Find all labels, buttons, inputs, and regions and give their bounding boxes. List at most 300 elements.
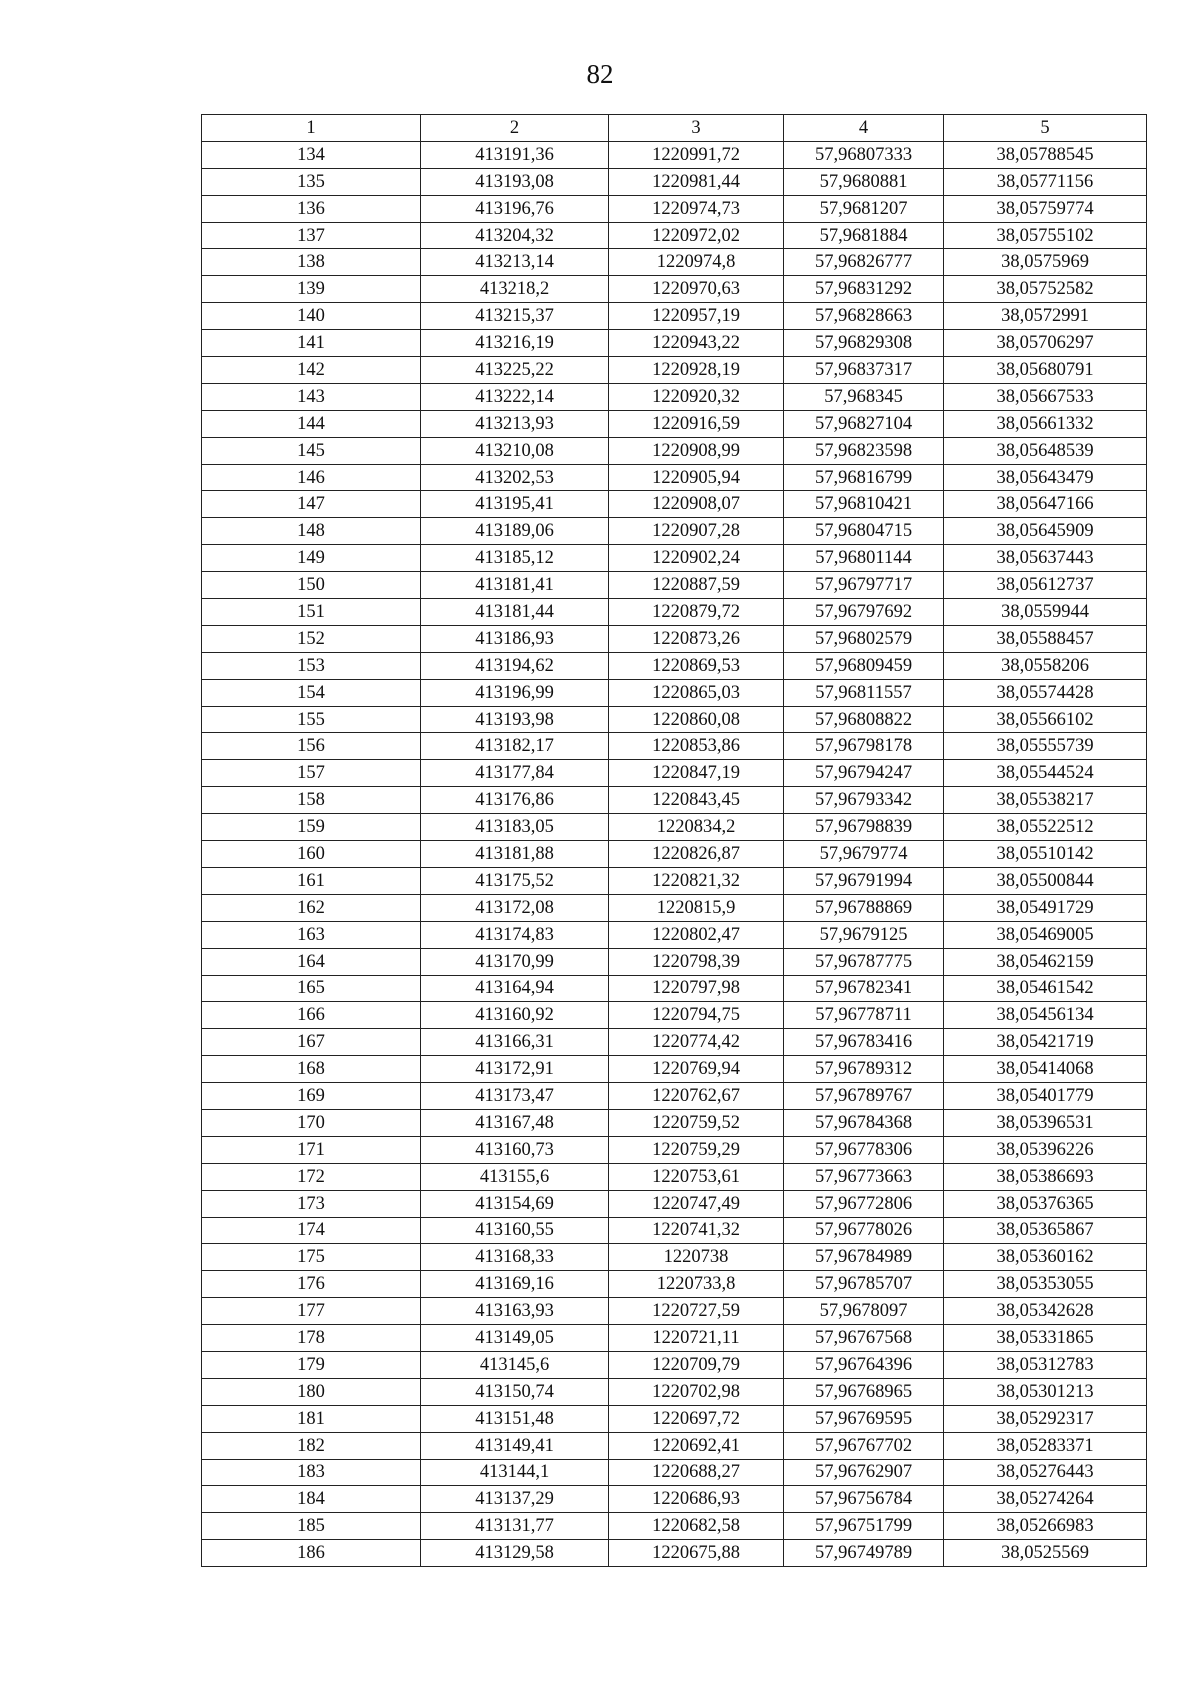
x-coordinate-cell: 413176,86	[421, 787, 609, 814]
table-row	[202, 1083, 1147, 1110]
latitude-cell: 57,96789767	[784, 1083, 944, 1110]
point-number-cell: 145	[202, 437, 421, 464]
longitude-cell: 38,05353055	[944, 1271, 1147, 1298]
point-number-cell: 181	[202, 1405, 421, 1432]
longitude-cell: 38,05555739	[944, 733, 1147, 760]
table-row	[202, 867, 1147, 894]
y-coordinate-cell: 1220928,19	[609, 357, 784, 384]
longitude-cell: 38,0575969	[944, 249, 1147, 276]
point-number-cell: 185	[202, 1513, 421, 1540]
point-number-cell: 174	[202, 1217, 421, 1244]
table-row	[202, 921, 1147, 948]
y-coordinate-cell: 1220702,98	[609, 1378, 784, 1405]
y-coordinate-cell: 1220873,26	[609, 625, 784, 652]
header-cell: 5	[944, 115, 1147, 142]
longitude-cell: 38,05544524	[944, 760, 1147, 787]
point-number-cell: 152	[202, 625, 421, 652]
y-coordinate-cell: 1220908,07	[609, 491, 784, 518]
y-coordinate-cell: 1220692,41	[609, 1432, 784, 1459]
table-row	[202, 706, 1147, 733]
longitude-cell: 38,05759774	[944, 195, 1147, 222]
point-number-cell: 159	[202, 814, 421, 841]
header-cell: 1	[202, 115, 421, 142]
point-number-cell: 137	[202, 222, 421, 249]
latitude-cell: 57,9679774	[784, 841, 944, 868]
x-coordinate-cell: 413213,93	[421, 410, 609, 437]
x-coordinate-cell: 413202,53	[421, 464, 609, 491]
header-cell: 2	[421, 115, 609, 142]
longitude-cell: 38,05376365	[944, 1190, 1147, 1217]
table-row	[202, 410, 1147, 437]
x-coordinate-cell: 413137,29	[421, 1486, 609, 1513]
x-coordinate-cell: 413193,08	[421, 168, 609, 195]
longitude-cell: 38,05500844	[944, 867, 1147, 894]
latitude-cell: 57,96778711	[784, 1002, 944, 1029]
latitude-cell: 57,96768965	[784, 1378, 944, 1405]
y-coordinate-cell: 1220826,87	[609, 841, 784, 868]
point-number-cell: 148	[202, 518, 421, 545]
x-coordinate-cell: 413194,62	[421, 652, 609, 679]
x-coordinate-cell: 413186,93	[421, 625, 609, 652]
point-number-cell: 177	[202, 1298, 421, 1325]
x-coordinate-cell: 413151,48	[421, 1405, 609, 1432]
latitude-cell: 57,96807333	[784, 141, 944, 168]
latitude-cell: 57,96749789	[784, 1540, 944, 1567]
latitude-cell: 57,96778026	[784, 1217, 944, 1244]
table-row	[202, 1405, 1147, 1432]
table-row	[202, 1486, 1147, 1513]
y-coordinate-cell: 1220974,73	[609, 195, 784, 222]
longitude-cell: 38,05365867	[944, 1217, 1147, 1244]
point-number-cell: 162	[202, 894, 421, 921]
x-coordinate-cell: 413170,99	[421, 948, 609, 975]
y-coordinate-cell: 1220860,08	[609, 706, 784, 733]
point-number-cell: 157	[202, 760, 421, 787]
point-number-cell: 142	[202, 357, 421, 384]
x-coordinate-cell: 413166,31	[421, 1029, 609, 1056]
y-coordinate-cell: 1220727,59	[609, 1298, 784, 1325]
table-row	[202, 357, 1147, 384]
longitude-cell: 38,0559944	[944, 599, 1147, 626]
x-coordinate-cell: 413150,74	[421, 1378, 609, 1405]
longitude-cell: 38,05276443	[944, 1459, 1147, 1486]
longitude-cell: 38,05588457	[944, 625, 1147, 652]
table-row	[202, 1540, 1147, 1567]
point-number-cell: 153	[202, 652, 421, 679]
longitude-cell: 38,05566102	[944, 706, 1147, 733]
header-cell: 4	[784, 115, 944, 142]
x-coordinate-cell: 413195,41	[421, 491, 609, 518]
table-row	[202, 1109, 1147, 1136]
x-coordinate-cell: 413181,44	[421, 599, 609, 626]
longitude-cell: 38,05414068	[944, 1056, 1147, 1083]
longitude-cell: 38,05667533	[944, 383, 1147, 410]
point-number-cell: 135	[202, 168, 421, 195]
table-row	[202, 249, 1147, 276]
longitude-cell: 38,0525569	[944, 1540, 1147, 1567]
latitude-cell: 57,96810421	[784, 491, 944, 518]
y-coordinate-cell: 1220943,22	[609, 330, 784, 357]
x-coordinate-cell: 413215,37	[421, 303, 609, 330]
x-coordinate-cell: 413189,06	[421, 518, 609, 545]
x-coordinate-cell: 413222,14	[421, 383, 609, 410]
point-number-cell: 184	[202, 1486, 421, 1513]
y-coordinate-cell: 1220853,86	[609, 733, 784, 760]
latitude-cell: 57,96826777	[784, 249, 944, 276]
y-coordinate-cell: 1220675,88	[609, 1540, 784, 1567]
y-coordinate-cell: 1220970,63	[609, 276, 784, 303]
table-row	[202, 195, 1147, 222]
x-coordinate-cell: 413181,88	[421, 841, 609, 868]
y-coordinate-cell: 1220774,42	[609, 1029, 784, 1056]
latitude-cell: 57,96816799	[784, 464, 944, 491]
x-coordinate-cell: 413160,92	[421, 1002, 609, 1029]
latitude-cell: 57,96788869	[784, 894, 944, 921]
y-coordinate-cell: 1220902,24	[609, 545, 784, 572]
longitude-cell: 38,05421719	[944, 1029, 1147, 1056]
point-number-cell: 176	[202, 1271, 421, 1298]
point-number-cell: 170	[202, 1109, 421, 1136]
y-coordinate-cell: 1220753,61	[609, 1163, 784, 1190]
x-coordinate-cell: 413216,19	[421, 330, 609, 357]
latitude-cell: 57,96809459	[784, 652, 944, 679]
longitude-cell: 38,05266983	[944, 1513, 1147, 1540]
longitude-cell: 38,05360162	[944, 1244, 1147, 1271]
longitude-cell: 38,0572991	[944, 303, 1147, 330]
x-coordinate-cell: 413172,08	[421, 894, 609, 921]
x-coordinate-cell: 413154,69	[421, 1190, 609, 1217]
table-row	[202, 1432, 1147, 1459]
y-coordinate-cell: 1220834,2	[609, 814, 784, 841]
y-coordinate-cell: 1220821,32	[609, 867, 784, 894]
table-row	[202, 1325, 1147, 1352]
latitude-cell: 57,96769595	[784, 1405, 944, 1432]
latitude-cell: 57,96801144	[784, 545, 944, 572]
x-coordinate-cell: 413225,22	[421, 357, 609, 384]
y-coordinate-cell: 1220747,49	[609, 1190, 784, 1217]
table-row	[202, 518, 1147, 545]
x-coordinate-cell: 413218,2	[421, 276, 609, 303]
y-coordinate-cell: 1220686,93	[609, 1486, 784, 1513]
table-row	[202, 330, 1147, 357]
y-coordinate-cell: 1220920,32	[609, 383, 784, 410]
table-row	[202, 1351, 1147, 1378]
longitude-cell: 38,05331865	[944, 1325, 1147, 1352]
table-row	[202, 464, 1147, 491]
latitude-cell: 57,96756784	[784, 1486, 944, 1513]
point-number-cell: 146	[202, 464, 421, 491]
point-number-cell: 154	[202, 679, 421, 706]
y-coordinate-cell: 1220879,72	[609, 599, 784, 626]
x-coordinate-cell: 413173,47	[421, 1083, 609, 1110]
longitude-cell: 38,05469005	[944, 921, 1147, 948]
latitude-cell: 57,96772806	[784, 1190, 944, 1217]
x-coordinate-cell: 413185,12	[421, 545, 609, 572]
latitude-cell: 57,96798178	[784, 733, 944, 760]
longitude-cell: 38,05522512	[944, 814, 1147, 841]
latitude-cell: 57,9678097	[784, 1298, 944, 1325]
table-row	[202, 276, 1147, 303]
longitude-cell: 38,05274264	[944, 1486, 1147, 1513]
point-number-cell: 171	[202, 1136, 421, 1163]
longitude-cell: 38,05386693	[944, 1163, 1147, 1190]
latitude-cell: 57,96767702	[784, 1432, 944, 1459]
latitude-cell: 57,9681884	[784, 222, 944, 249]
y-coordinate-cell: 1220682,58	[609, 1513, 784, 1540]
point-number-cell: 156	[202, 733, 421, 760]
header-cell: 3	[609, 115, 784, 142]
latitude-cell: 57,96762907	[784, 1459, 944, 1486]
longitude-cell: 38,05706297	[944, 330, 1147, 357]
y-coordinate-cell: 1220907,28	[609, 518, 784, 545]
latitude-cell: 57,96784368	[784, 1109, 944, 1136]
latitude-cell: 57,96828663	[784, 303, 944, 330]
table-row	[202, 491, 1147, 518]
point-number-cell: 136	[202, 195, 421, 222]
point-number-cell: 169	[202, 1083, 421, 1110]
longitude-cell: 38,05462159	[944, 948, 1147, 975]
table-row	[202, 1459, 1147, 1486]
x-coordinate-cell: 413172,91	[421, 1056, 609, 1083]
latitude-cell: 57,96784989	[784, 1244, 944, 1271]
latitude-cell: 57,96804715	[784, 518, 944, 545]
x-coordinate-cell: 413167,48	[421, 1109, 609, 1136]
point-number-cell: 168	[202, 1056, 421, 1083]
y-coordinate-cell: 1220869,53	[609, 652, 784, 679]
latitude-cell: 57,96789312	[784, 1056, 944, 1083]
latitude-cell: 57,96837317	[784, 357, 944, 384]
table-row	[202, 1271, 1147, 1298]
y-coordinate-cell: 1220794,75	[609, 1002, 784, 1029]
longitude-cell: 38,05612737	[944, 572, 1147, 599]
latitude-cell: 57,96831292	[784, 276, 944, 303]
point-number-cell: 180	[202, 1378, 421, 1405]
y-coordinate-cell: 1220733,8	[609, 1271, 784, 1298]
table-row	[202, 1378, 1147, 1405]
y-coordinate-cell: 1220738	[609, 1244, 784, 1271]
table-row	[202, 1513, 1147, 1540]
x-coordinate-cell: 413175,52	[421, 867, 609, 894]
y-coordinate-cell: 1220762,67	[609, 1083, 784, 1110]
point-number-cell: 134	[202, 141, 421, 168]
x-coordinate-cell: 413193,98	[421, 706, 609, 733]
longitude-cell: 38,05647166	[944, 491, 1147, 518]
y-coordinate-cell: 1220769,94	[609, 1056, 784, 1083]
table-row	[202, 545, 1147, 572]
longitude-cell: 38,05312783	[944, 1351, 1147, 1378]
y-coordinate-cell: 1220991,72	[609, 141, 784, 168]
latitude-cell: 57,96797717	[784, 572, 944, 599]
longitude-cell: 38,05396531	[944, 1109, 1147, 1136]
y-coordinate-cell: 1220908,99	[609, 437, 784, 464]
longitude-cell: 38,05538217	[944, 787, 1147, 814]
table-row	[202, 303, 1147, 330]
longitude-cell: 38,05342628	[944, 1298, 1147, 1325]
point-number-cell: 175	[202, 1244, 421, 1271]
table-row	[202, 841, 1147, 868]
latitude-cell: 57,9681207	[784, 195, 944, 222]
longitude-cell: 38,05283371	[944, 1432, 1147, 1459]
x-coordinate-cell: 413182,17	[421, 733, 609, 760]
y-coordinate-cell: 1220721,11	[609, 1325, 784, 1352]
longitude-cell: 38,05292317	[944, 1405, 1147, 1432]
x-coordinate-cell: 413163,93	[421, 1298, 609, 1325]
y-coordinate-cell: 1220974,8	[609, 249, 784, 276]
x-coordinate-cell: 413204,32	[421, 222, 609, 249]
x-coordinate-cell: 413131,77	[421, 1513, 609, 1540]
latitude-cell: 57,96791994	[784, 867, 944, 894]
latitude-cell: 57,96827104	[784, 410, 944, 437]
table-row	[202, 625, 1147, 652]
point-number-cell: 183	[202, 1459, 421, 1486]
point-number-cell: 172	[202, 1163, 421, 1190]
point-number-cell: 138	[202, 249, 421, 276]
y-coordinate-cell: 1220905,94	[609, 464, 784, 491]
point-number-cell: 178	[202, 1325, 421, 1352]
latitude-cell: 57,96793342	[784, 787, 944, 814]
x-coordinate-cell: 413145,6	[421, 1351, 609, 1378]
coordinates-table	[201, 114, 1147, 1567]
x-coordinate-cell: 413177,84	[421, 760, 609, 787]
point-number-cell: 166	[202, 1002, 421, 1029]
table-row	[202, 894, 1147, 921]
point-number-cell: 143	[202, 383, 421, 410]
longitude-cell: 38,05771156	[944, 168, 1147, 195]
latitude-cell: 57,96778306	[784, 1136, 944, 1163]
longitude-cell: 38,05510142	[944, 841, 1147, 868]
table-row	[202, 1056, 1147, 1083]
point-number-cell: 164	[202, 948, 421, 975]
latitude-cell: 57,96773663	[784, 1163, 944, 1190]
point-number-cell: 186	[202, 1540, 421, 1567]
x-coordinate-cell: 413181,41	[421, 572, 609, 599]
latitude-cell: 57,9680881	[784, 168, 944, 195]
x-coordinate-cell: 413210,08	[421, 437, 609, 464]
latitude-cell: 57,96783416	[784, 1029, 944, 1056]
longitude-cell: 38,05637443	[944, 545, 1147, 572]
x-coordinate-cell: 413174,83	[421, 921, 609, 948]
x-coordinate-cell: 413183,05	[421, 814, 609, 841]
longitude-cell: 38,05755102	[944, 222, 1147, 249]
longitude-cell: 38,05396226	[944, 1136, 1147, 1163]
y-coordinate-cell: 1220972,02	[609, 222, 784, 249]
table-row	[202, 222, 1147, 249]
y-coordinate-cell: 1220887,59	[609, 572, 784, 599]
table-row	[202, 814, 1147, 841]
point-number-cell: 147	[202, 491, 421, 518]
table-row	[202, 1136, 1147, 1163]
y-coordinate-cell: 1220688,27	[609, 1459, 784, 1486]
longitude-cell: 38,05301213	[944, 1378, 1147, 1405]
table-row	[202, 652, 1147, 679]
y-coordinate-cell: 1220916,59	[609, 410, 784, 437]
table-row	[202, 572, 1147, 599]
longitude-cell: 38,05648539	[944, 437, 1147, 464]
latitude-cell: 57,96797692	[784, 599, 944, 626]
latitude-cell: 57,96782341	[784, 975, 944, 1002]
point-number-cell: 158	[202, 787, 421, 814]
y-coordinate-cell: 1220843,45	[609, 787, 784, 814]
x-coordinate-cell: 413129,58	[421, 1540, 609, 1567]
y-coordinate-cell: 1220957,19	[609, 303, 784, 330]
latitude-cell: 57,96764396	[784, 1351, 944, 1378]
point-number-cell: 155	[202, 706, 421, 733]
point-number-cell: 173	[202, 1190, 421, 1217]
latitude-cell: 57,96785707	[784, 1271, 944, 1298]
table-row	[202, 1002, 1147, 1029]
latitude-cell: 57,96811557	[784, 679, 944, 706]
latitude-cell: 57,96767568	[784, 1325, 944, 1352]
point-number-cell: 161	[202, 867, 421, 894]
x-coordinate-cell: 413144,1	[421, 1459, 609, 1486]
latitude-cell: 57,96794247	[784, 760, 944, 787]
y-coordinate-cell: 1220798,39	[609, 948, 784, 975]
point-number-cell: 179	[202, 1351, 421, 1378]
y-coordinate-cell: 1220709,79	[609, 1351, 784, 1378]
point-number-cell: 149	[202, 545, 421, 572]
y-coordinate-cell: 1220759,29	[609, 1136, 784, 1163]
x-coordinate-cell: 413213,14	[421, 249, 609, 276]
longitude-cell: 38,05752582	[944, 276, 1147, 303]
latitude-cell: 57,9679125	[784, 921, 944, 948]
y-coordinate-cell: 1220802,47	[609, 921, 784, 948]
longitude-cell: 38,05788545	[944, 141, 1147, 168]
point-number-cell: 151	[202, 599, 421, 626]
table-row	[202, 975, 1147, 1002]
table-row	[202, 1163, 1147, 1190]
latitude-cell: 57,96787775	[784, 948, 944, 975]
x-coordinate-cell: 413196,76	[421, 195, 609, 222]
header-row	[202, 115, 1147, 142]
point-number-cell: 167	[202, 1029, 421, 1056]
table-row	[202, 1298, 1147, 1325]
table-body	[202, 115, 1147, 1567]
table-row	[202, 168, 1147, 195]
x-coordinate-cell: 413149,05	[421, 1325, 609, 1352]
longitude-cell: 38,05574428	[944, 679, 1147, 706]
x-coordinate-cell: 413168,33	[421, 1244, 609, 1271]
latitude-cell: 57,96829308	[784, 330, 944, 357]
point-number-cell: 139	[202, 276, 421, 303]
longitude-cell: 38,05680791	[944, 357, 1147, 384]
point-number-cell: 141	[202, 330, 421, 357]
y-coordinate-cell: 1220815,9	[609, 894, 784, 921]
x-coordinate-cell: 413169,16	[421, 1271, 609, 1298]
point-number-cell: 163	[202, 921, 421, 948]
table-row	[202, 733, 1147, 760]
x-coordinate-cell: 413164,94	[421, 975, 609, 1002]
table-row	[202, 787, 1147, 814]
longitude-cell: 38,05645909	[944, 518, 1147, 545]
page-number: 82	[586, 59, 614, 89]
point-number-cell: 160	[202, 841, 421, 868]
latitude-cell: 57,968345	[784, 383, 944, 410]
latitude-cell: 57,96798839	[784, 814, 944, 841]
latitude-cell: 57,96751799	[784, 1513, 944, 1540]
longitude-cell: 38,05461542	[944, 975, 1147, 1002]
latitude-cell: 57,96823598	[784, 437, 944, 464]
point-number-cell: 165	[202, 975, 421, 1002]
table-row	[202, 1190, 1147, 1217]
x-coordinate-cell: 413196,99	[421, 679, 609, 706]
longitude-cell: 38,05661332	[944, 410, 1147, 437]
latitude-cell: 57,96802579	[784, 625, 944, 652]
table-row	[202, 383, 1147, 410]
table-row	[202, 948, 1147, 975]
y-coordinate-cell: 1220847,19	[609, 760, 784, 787]
x-coordinate-cell: 413191,36	[421, 141, 609, 168]
longitude-cell: 38,05643479	[944, 464, 1147, 491]
